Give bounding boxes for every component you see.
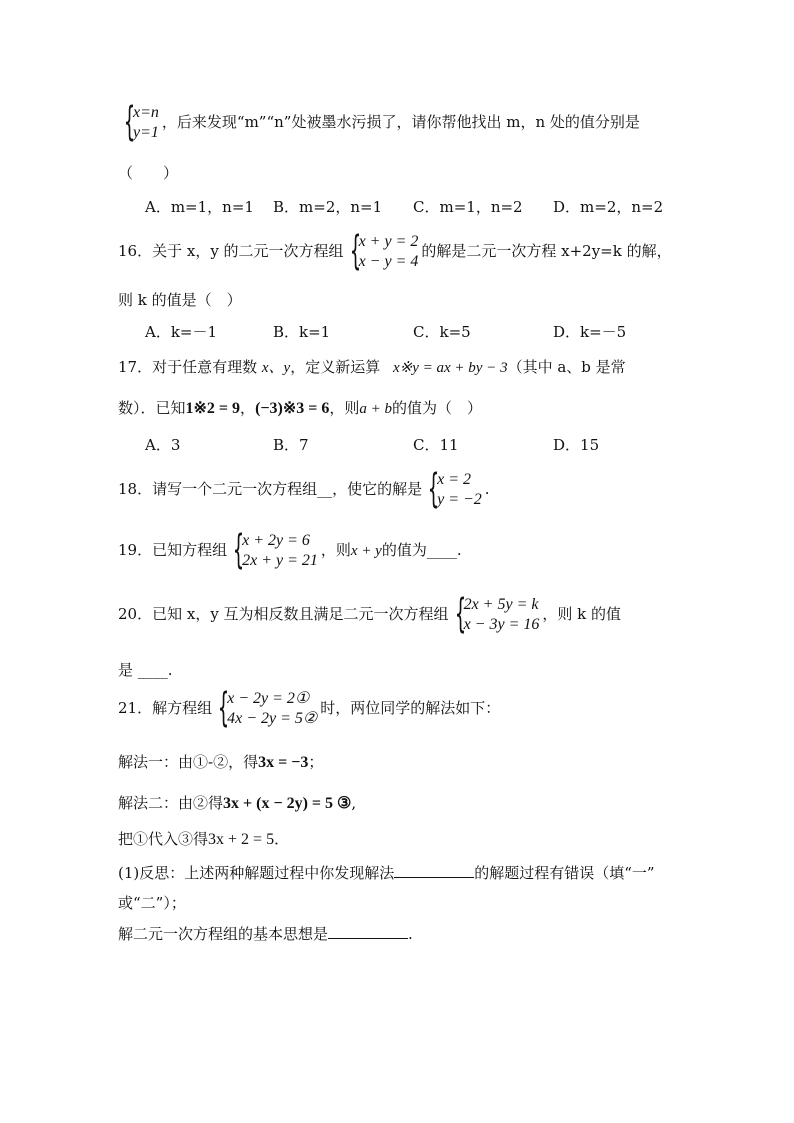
- q17-sep: ，: [240, 399, 256, 417]
- q15-text: ，后来发现“m”“n”处被墨水污损了，请你帮他找出 m，n 处的值分别是: [161, 113, 640, 131]
- q15-paren: （ ）: [118, 164, 179, 182]
- q17-line2-c: 的值为（ ）: [392, 399, 483, 417]
- q18-eq1: x = 2: [437, 471, 471, 488]
- q19-prefix: 19．已知方程组: [118, 541, 228, 559]
- q21-method2-label: 解法二：由②得: [118, 794, 224, 812]
- q19-eq2: 2x + y = 21: [242, 552, 318, 569]
- brace-icon: {: [349, 228, 361, 274]
- q15-system: [121, 99, 159, 145]
- q18-prefix: 18．请写一个二元一次方程组__，使它的解是: [118, 480, 423, 498]
- brace-icon: {: [427, 466, 440, 512]
- q21-part1-c: 或“二”）；: [118, 894, 186, 912]
- q16-system: [347, 228, 419, 274]
- q17-option-c[interactable]: C．11: [413, 436, 459, 454]
- q21-part1-b: 的解题过程有错误（填“一”: [474, 864, 655, 882]
- q16-eq2: x − y = 4: [358, 253, 419, 270]
- q20-eq2: x − 3y = 16: [463, 616, 540, 633]
- q16-option-a[interactable]: A．k=－1: [145, 323, 218, 341]
- q21-idea-text: 解二元一次方程组的基本思想是: [118, 925, 329, 943]
- q16-eq1: x + y = 2: [358, 233, 419, 250]
- q21-method2-end: ,: [351, 794, 357, 812]
- brace-icon: {: [217, 685, 230, 731]
- q15-eq1: x=n: [133, 104, 159, 121]
- q21-method2-eq: 3x + (x − 2y) = 5 ③: [223, 795, 352, 812]
- q15-option-b[interactable]: B．m=2，n=1: [273, 198, 383, 216]
- q21-blank-1[interactable]: [394, 863, 474, 878]
- q18-eq2: y = −2: [437, 491, 482, 508]
- q16-option-c[interactable]: C．k=5: [413, 323, 471, 341]
- q17-prefix: 17．对于任意有理数: [118, 358, 258, 376]
- q16-option-d[interactable]: D．k=－5: [553, 323, 627, 341]
- q17-line2-a: 数）．已知: [118, 399, 186, 417]
- q21-eq2: 4x − 2y = 5②: [227, 710, 318, 727]
- q16-suffix: 的解是二元一次方程 x+2y=k 的解，: [421, 242, 672, 260]
- q21-sub-label: 把①代入③得: [118, 830, 209, 848]
- q17-eq1: 1※2 = 9: [185, 400, 241, 417]
- q20-line2: 是 ____.: [118, 661, 173, 679]
- q17-option-b[interactable]: B．7: [273, 436, 309, 454]
- q21-part1: [118, 863, 655, 883]
- q17-line2: [118, 398, 482, 419]
- q20-eq1: 2x + 5y = k: [463, 596, 539, 613]
- q17-eq2: (−3)※3 = 6: [255, 400, 330, 417]
- q20-line: [118, 591, 621, 637]
- q17-expr: a + b: [359, 401, 392, 417]
- q16-options: [145, 322, 681, 342]
- q20-suffix: ，则 k 的值: [542, 605, 621, 623]
- q19-system: [230, 527, 318, 573]
- q15-options: [145, 197, 681, 217]
- q21-part1-a: (1)反思：上述两种解题过程中你发现解法: [118, 864, 395, 882]
- q19-eq1: x + 2y = 6: [242, 532, 310, 549]
- q21-system: [215, 685, 318, 731]
- q19-expr: x + y: [350, 543, 382, 559]
- q15-eq2: y=1: [133, 124, 159, 141]
- q21-method1-label: 解法一：由①-②，得: [118, 753, 259, 771]
- q17-mid: ，定义新运算: [290, 358, 381, 376]
- q19-line: [118, 527, 462, 573]
- brace-icon: {: [123, 99, 136, 145]
- q15-option-a[interactable]: A．m=1，n=1: [145, 198, 254, 216]
- q21-method2: [118, 793, 356, 814]
- q16-line2: 则 k 的值是（ ）: [118, 291, 242, 309]
- q19-suffix: ，则: [320, 541, 351, 559]
- q20-prefix: 20．已知 x，y 互为相反数且满足二元一次方程组: [118, 605, 449, 623]
- brace-icon: {: [232, 527, 245, 573]
- q16-line: [118, 228, 672, 274]
- q17-formula: x※y = ax + by − 3: [393, 360, 508, 376]
- q21-method1-eq: 3x = −3: [258, 754, 309, 771]
- q17-option-d[interactable]: D．15: [553, 436, 600, 454]
- brace-icon: {: [454, 591, 466, 637]
- q21-substitute: [118, 829, 289, 850]
- q18-line: [118, 466, 490, 512]
- q21-method1: [118, 752, 323, 773]
- q21-prefix: 21．解方程组: [118, 699, 213, 717]
- q21-idea-end: .: [408, 925, 413, 943]
- q17-vars: x、y: [261, 360, 291, 376]
- q16-prefix: 16．关于 x，y 的二元一次方程组: [118, 242, 344, 260]
- q21-line: [118, 685, 501, 731]
- q21-eq1: x − 2y = 2①: [227, 690, 310, 707]
- q17-option-a[interactable]: A．3: [145, 436, 181, 454]
- q17-suffix: （其中 a、b 是常: [507, 358, 626, 376]
- q19-tail: 的值为____.: [381, 541, 462, 559]
- q21-sub-eq: 3x + 2 = 5: [208, 831, 275, 848]
- q21-method1-end: ；: [308, 753, 324, 771]
- q16-option-b[interactable]: B．k=1: [273, 323, 331, 341]
- q20-system: [452, 591, 540, 637]
- q17-line2-b: ，则: [329, 399, 360, 417]
- q21-suffix: 时，两位同学的解法如下：: [320, 699, 501, 717]
- q17-line1: [118, 357, 626, 378]
- q21-idea: [118, 924, 413, 944]
- q18-system: [425, 466, 482, 512]
- q21-blank-2[interactable]: [328, 924, 408, 939]
- q15-option-c[interactable]: C．m=1，n=2: [413, 198, 523, 216]
- q15-line: [118, 99, 640, 145]
- q21-sub-end: ．: [274, 830, 290, 848]
- q17-options: [145, 435, 681, 455]
- q15-option-d[interactable]: D．m=2，n=2: [553, 198, 664, 216]
- q18-suffix: .: [484, 480, 490, 498]
